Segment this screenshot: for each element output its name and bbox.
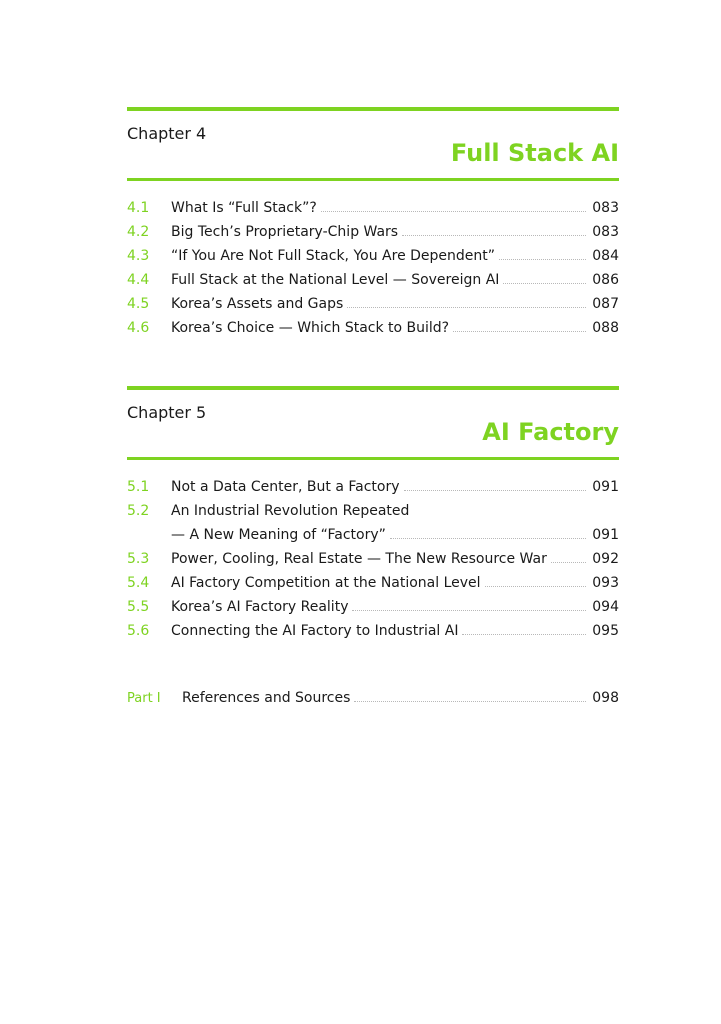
dot-leader <box>390 538 586 539</box>
references-title: References and Sources <box>182 690 351 706</box>
toc-list <box>127 479 619 647</box>
chapter-5-block <box>127 386 619 647</box>
chapter-title: Full Stack AI <box>450 139 619 167</box>
section-number: 5.2 <box>127 503 150 519</box>
dot-leader <box>485 586 587 587</box>
section-number: 5.4 <box>127 575 150 591</box>
dot-leader <box>462 634 586 635</box>
page-number: 084 <box>592 248 619 264</box>
page-number: 091 <box>592 527 619 543</box>
section-number: 5.6 <box>127 623 150 639</box>
dot-leader <box>503 283 586 284</box>
section-title: Korea’s Choice — Which Stack to Build? <box>171 320 450 336</box>
dot-leader <box>352 610 586 611</box>
chapter-header <box>127 390 619 457</box>
toc-entry[interactable] <box>127 248 619 272</box>
toc-entry[interactable] <box>127 272 619 296</box>
chapter-label: Chapter 5 <box>127 403 207 422</box>
page-number: 098 <box>592 690 619 706</box>
dot-leader <box>551 562 586 563</box>
page-number: 092 <box>592 551 619 567</box>
chapter-bottom-rule <box>127 457 619 460</box>
section-number: 4.6 <box>127 320 150 336</box>
chapter-header <box>127 111 619 178</box>
toc-entry[interactable] <box>127 296 619 320</box>
dot-leader <box>321 211 587 212</box>
toc-entry[interactable] <box>127 551 619 575</box>
chapter-label: Chapter 4 <box>127 124 207 143</box>
section-title: Connecting the AI Factory to Industrial AI <box>171 623 459 639</box>
dot-leader <box>499 259 586 260</box>
section-title: Power, Cooling, Real Estate — The New Resource War <box>171 551 547 567</box>
dot-leader <box>453 331 586 332</box>
dot-leader <box>402 235 586 236</box>
section-number: 4.1 <box>127 200 150 216</box>
toc-entry-continuation[interactable] <box>127 527 619 551</box>
toc-entry[interactable] <box>127 503 619 527</box>
section-number: 4.4 <box>127 272 150 288</box>
toc-list <box>127 200 619 344</box>
references-block <box>127 690 619 714</box>
section-number: 5.5 <box>127 599 150 615</box>
page-number: 091 <box>592 479 619 495</box>
page-number: 086 <box>592 272 619 288</box>
section-title: “If You Are Not Full Stack, You Are Dependent” <box>171 248 496 264</box>
page-number: 095 <box>592 623 619 639</box>
section-title: Korea’s Assets and Gaps <box>171 296 344 312</box>
toc-entry[interactable] <box>127 575 619 599</box>
toc-entry[interactable] <box>127 623 619 647</box>
page-number: 087 <box>592 296 619 312</box>
section-title: Korea’s AI Factory Reality <box>171 599 349 615</box>
chapter-title: AI Factory <box>482 418 619 446</box>
dot-leader <box>404 490 587 491</box>
toc-entry[interactable] <box>127 599 619 623</box>
section-number: 5.1 <box>127 479 150 495</box>
section-number: 4.3 <box>127 248 150 264</box>
page-number: 088 <box>592 320 619 336</box>
section-number: 4.2 <box>127 224 150 240</box>
page-number: 083 <box>592 224 619 240</box>
toc-entry[interactable] <box>127 320 619 344</box>
section-number: 5.3 <box>127 551 150 567</box>
page-number: 094 <box>592 599 619 615</box>
chapter-bottom-rule <box>127 178 619 181</box>
section-number: 4.5 <box>127 296 150 312</box>
section-title: Full Stack at the National Level — Sovereign AI <box>171 272 500 288</box>
page-number: 083 <box>592 200 619 216</box>
toc-entry[interactable] <box>127 224 619 248</box>
dot-leader <box>347 307 586 308</box>
part-label: Part Ⅰ <box>127 691 161 706</box>
section-title: An Industrial Revolution Repeated <box>171 503 410 519</box>
section-title: Big Tech’s Proprietary-Chip Wars <box>171 224 399 240</box>
section-title: AI Factory Competition at the National Level <box>171 575 481 591</box>
page-number: 093 <box>592 575 619 591</box>
section-title: What Is “Full Stack”? <box>171 200 317 216</box>
section-title-continued: — A New Meaning of “Factory” <box>171 527 386 543</box>
dot-leader <box>354 701 586 702</box>
toc-entry-references[interactable] <box>127 690 619 714</box>
chapter-4-block <box>127 107 619 344</box>
section-title: Not a Data Center, But a Factory <box>171 479 400 495</box>
toc-entry[interactable] <box>127 200 619 224</box>
toc-entry[interactable] <box>127 479 619 503</box>
